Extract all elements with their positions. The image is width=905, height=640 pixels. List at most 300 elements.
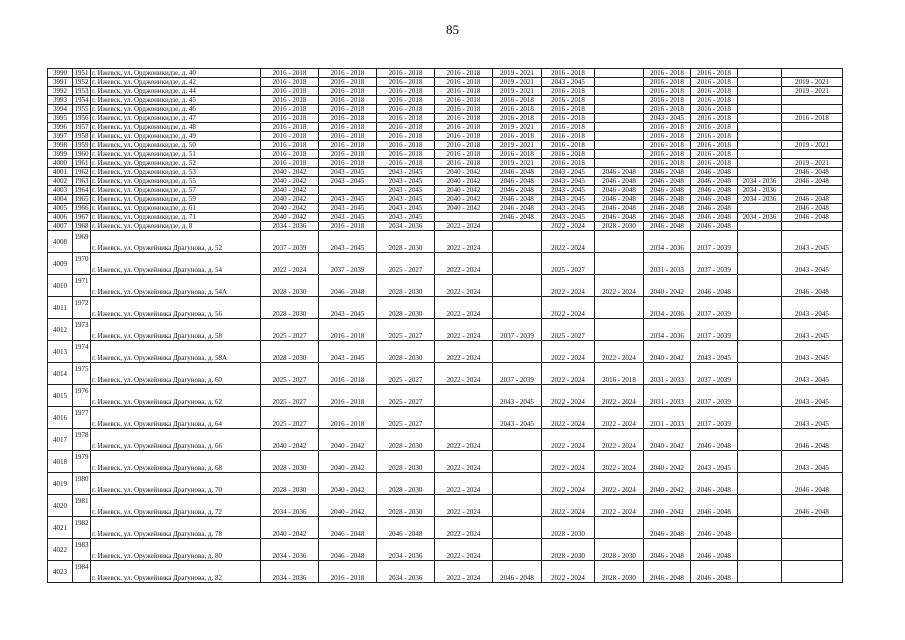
period-cell: 2016 - 2018 [435,150,493,159]
period-cell [782,517,843,539]
period-cell: 2043 - 2045 [319,341,377,363]
table-row [48,561,843,583]
period-cell: 2019 - 2021 [493,123,542,132]
period-cell: 2022 - 2024 [542,473,595,495]
address-cell: г. Ижевск, ул. Орджоникидзе, д. 48 [91,123,261,132]
period-cell [738,451,782,473]
period-cell [595,159,644,168]
row-index-cell: 1953 [74,87,89,95]
period-cell [595,105,644,114]
row-index-cell: 1960 [74,150,89,158]
period-cell: 2043 - 2045 [542,186,595,195]
address-cell: г. Ижевск, ул. Орджоникидзе, д. 40 [91,69,261,78]
period-cell: 2040 - 2042 [319,429,377,451]
period-cell: 2016 - 2018 [691,150,738,159]
address-cell: г. Ижевск, ул. Оружейника Драгунова, д. 54А [91,275,261,297]
period-cell: 2043 - 2045 [691,451,738,473]
row-index-cell: 1967 [74,213,89,221]
table-row [48,385,843,407]
period-cell: 2046 - 2048 [691,561,738,583]
period-cell: 2016 - 2018 [542,87,595,96]
period-cell: 2025 - 2027 [377,407,435,429]
period-cell: 2037 - 2039 [691,385,738,407]
period-cell [738,141,782,150]
row-index-cell: 1962 [74,168,89,176]
period-cell [782,69,843,78]
period-cell: 2043 - 2045 [782,341,843,363]
period-cell: 2046 - 2048 [595,213,644,222]
period-cell: 2031 - 2033 [644,253,691,275]
period-cell: 2016 - 2018 [435,87,493,96]
period-cell: 2040 - 2042 [261,195,319,204]
table-row [48,114,843,123]
period-cell: 2037 - 2039 [493,363,542,385]
period-cell: 2043 - 2045 [319,168,377,177]
row-index-cell: 1978 [73,429,91,451]
period-cell: 2037 - 2039 [691,297,738,319]
period-cell: 2040 - 2042 [261,213,319,222]
period-cell: 2022 - 2024 [435,539,493,561]
period-cell: 2040 - 2042 [435,186,493,195]
period-cell: 2019 - 2021 [493,78,542,87]
period-cell: 2016 - 2018 [377,78,435,87]
period-cell: 2040 - 2042 [644,495,691,517]
row-number-cell: 4022 [48,539,73,561]
row-number-cell: 4010 [48,275,73,297]
period-cell: 2028 - 2030 [377,297,435,319]
period-cell: 2046 - 2048 [782,429,843,451]
period-cell: 2022 - 2024 [435,517,493,539]
period-cell: 2031 - 2033 [644,407,691,429]
period-cell: 2016 - 2018 [319,363,377,385]
period-cell: 2025 - 2027 [261,385,319,407]
period-cell [595,78,644,87]
period-cell: 2022 - 2024 [435,231,493,253]
address-cell: г. Ижевск, ул. Орджоникидзе, д. 59 [91,195,261,204]
period-cell: 2016 - 2018 [261,150,319,159]
table-row [48,168,843,177]
row-number-cell: 4009 [48,253,73,275]
period-cell [493,253,542,275]
address-cell: г. Ижевск, ул. Орджоникидзе, д. 55 [91,177,261,186]
row-number-cell: 3995 [48,114,73,123]
period-cell [493,539,542,561]
period-cell [738,495,782,517]
period-cell [435,213,493,222]
period-cell: 2016 - 2018 [435,78,493,87]
period-cell: 2028 - 2030 [542,517,595,539]
table-row [48,275,843,297]
period-cell: 2043 - 2045 [782,363,843,385]
period-cell: 2043 - 2045 [782,319,843,341]
table-row [48,341,843,363]
row-number-cell: 4008 [48,231,73,253]
period-cell: 2028 - 2030 [261,451,319,473]
row-index-cell: 1983 [73,539,91,561]
table-row [48,195,843,204]
period-cell: 2016 - 2018 [644,105,691,114]
period-cell [595,297,644,319]
row-number-cell: 3994 [48,105,73,114]
period-cell: 2022 - 2024 [435,473,493,495]
period-cell: 2016 - 2018 [493,132,542,141]
row-number-cell: 4023 [48,561,73,583]
period-cell: 2046 - 2048 [691,539,738,561]
period-cell: 2016 - 2018 [691,123,738,132]
period-cell: 2043 - 2045 [542,78,595,87]
row-index-cell: 1959 [74,141,89,149]
period-cell [738,96,782,105]
period-cell [738,363,782,385]
period-cell: 2016 - 2018 [644,69,691,78]
row-index-cell: 1955 [74,105,89,113]
row-index-cell: 1982 [73,517,91,539]
period-cell: 2016 - 2018 [377,69,435,78]
period-cell: 2022 - 2024 [595,341,644,363]
period-cell: 2043 - 2045 [782,231,843,253]
table-row [48,253,843,275]
address-cell: г. Ижевск, ул. Орджоникидзе, д. 49 [91,132,261,141]
period-cell: 2016 - 2018 [319,123,377,132]
address-cell: г. Ижевск, ул. Оружейника Драгунова, д. 54 [91,253,261,275]
row-index-cell: 1971 [73,275,91,297]
row-number-cell: 4012 [48,319,73,341]
period-cell: 2016 - 2018 [261,105,319,114]
period-cell: 2016 - 2018 [691,132,738,141]
address-cell: г. Ижевск, ул. Оружейника Драгунова, д. 72 [91,495,261,517]
period-cell: 2046 - 2048 [782,195,843,204]
period-cell [493,517,542,539]
period-cell: 2028 - 2030 [377,495,435,517]
period-cell: 2046 - 2048 [782,168,843,177]
period-cell: 2040 - 2042 [435,195,493,204]
period-cell [738,222,782,231]
period-cell [738,561,782,583]
page-number: 85 [446,22,459,37]
period-cell: 2046 - 2048 [493,195,542,204]
period-cell: 2016 - 2018 [377,96,435,105]
period-cell: 2046 - 2048 [644,213,691,222]
period-cell: 2043 - 2045 [493,385,542,407]
period-cell: 2016 - 2018 [542,69,595,78]
period-cell: 2016 - 2018 [435,159,493,168]
row-number-cell: 4001 [48,168,73,177]
period-cell [738,253,782,275]
period-cell: 2028 - 2030 [542,539,595,561]
period-cell: 2016 - 2018 [493,150,542,159]
table-row [48,231,843,253]
period-cell: 2046 - 2048 [595,186,644,195]
period-cell: 2016 - 2018 [435,141,493,150]
row-number-cell: 4005 [48,204,73,213]
period-cell: 2016 - 2018 [542,123,595,132]
period-cell: 2043 - 2045 [319,231,377,253]
period-cell: 2016 - 2018 [542,159,595,168]
period-cell: 2034 - 2036 [644,231,691,253]
period-cell [493,222,542,231]
period-cell: 2046 - 2048 [595,168,644,177]
address-cell: г. Ижевск, ул. Орджоникидзе, д. 8 [91,222,261,231]
period-cell: 2022 - 2024 [435,451,493,473]
period-cell [738,385,782,407]
row-number-cell: 3997 [48,132,73,141]
period-cell [738,87,782,96]
period-cell: 2034 - 2036 [738,213,782,222]
table-row [48,517,843,539]
period-cell: 2040 - 2042 [644,473,691,495]
period-cell: 2016 - 2018 [319,407,377,429]
address-cell: г. Ижевск, ул. Орджоникидзе, д. 57 [91,186,261,195]
address-cell: г. Ижевск, ул. Оружейника Драгунова, д. 60 [91,363,261,385]
address-cell: г. Ижевск, ул. Оружейника Драгунова, д. 66 [91,429,261,451]
period-cell [738,473,782,495]
period-cell: 2046 - 2048 [691,177,738,186]
period-cell: 2040 - 2042 [644,341,691,363]
period-cell: 2016 - 2018 [261,141,319,150]
period-cell: 2016 - 2018 [644,96,691,105]
period-cell: 2028 - 2030 [595,539,644,561]
period-cell [595,87,644,96]
period-cell [595,319,644,341]
period-cell: 2046 - 2048 [319,539,377,561]
period-cell [738,150,782,159]
row-number-cell: 4016 [48,407,73,429]
row-index-cell: 1973 [73,319,91,341]
period-cell: 2019 - 2021 [493,159,542,168]
table-row [48,473,843,495]
period-cell: 2022 - 2024 [595,275,644,297]
period-cell: 2022 - 2024 [595,429,644,451]
row-number-cell: 3991 [48,78,73,87]
row-number-cell: 4014 [48,363,73,385]
period-cell: 2046 - 2048 [319,275,377,297]
period-cell: 2016 - 2018 [319,222,377,231]
period-cell: 2040 - 2042 [261,177,319,186]
period-cell: 2043 - 2045 [782,407,843,429]
address-cell: г. Ижевск, ул. Оружейника Драгунова, д. 52 [91,231,261,253]
table-row [48,159,843,168]
period-cell: 2037 - 2039 [691,407,738,429]
row-index-cell: 1970 [73,253,91,275]
period-cell: 2016 - 2018 [644,159,691,168]
period-cell: 2016 - 2018 [377,114,435,123]
period-cell: 2016 - 2018 [377,87,435,96]
period-cell: 2016 - 2018 [261,114,319,123]
period-cell: 2046 - 2048 [493,561,542,583]
row-index-cell: 1968 [74,222,89,230]
period-cell: 2046 - 2048 [691,168,738,177]
period-cell: 2016 - 2018 [319,78,377,87]
row-index-cell: 1952 [74,78,89,86]
period-cell: 2016 - 2018 [377,159,435,168]
period-cell [782,222,843,231]
address-cell: г. Ижевск, ул. Орджоникидзе, д. 46 [91,105,261,114]
period-cell: 2043 - 2045 [319,195,377,204]
period-cell: 2022 - 2024 [595,385,644,407]
period-cell: 2046 - 2048 [782,495,843,517]
table-row [48,69,843,78]
address-cell: г. Ижевск, ул. Орджоникидзе, д. 44 [91,87,261,96]
row-number-cell: 3990 [48,69,73,78]
period-cell [595,517,644,539]
period-cell: 2043 - 2045 [377,168,435,177]
row-index-cell: 1979 [73,451,91,473]
period-cell: 2016 - 2018 [319,319,377,341]
period-cell: 2016 - 2018 [435,114,493,123]
period-cell: 2037 - 2039 [261,231,319,253]
period-cell: 2040 - 2042 [644,451,691,473]
period-cell: 2016 - 2018 [691,105,738,114]
row-index-cell: 1972 [73,297,91,319]
period-cell [493,341,542,363]
period-cell: 2022 - 2024 [435,495,493,517]
period-cell: 2046 - 2048 [493,213,542,222]
period-cell [782,150,843,159]
period-cell [319,186,377,195]
period-cell: 2019 - 2021 [782,78,843,87]
period-cell: 2022 - 2024 [542,451,595,473]
period-cell: 2016 - 2018 [261,96,319,105]
period-cell [595,141,644,150]
period-cell: 2022 - 2024 [595,495,644,517]
row-number-cell: 3993 [48,96,73,105]
period-cell: 2016 - 2018 [377,132,435,141]
period-cell: 2046 - 2048 [691,473,738,495]
period-cell: 2022 - 2024 [542,561,595,583]
period-cell: 2016 - 2018 [691,159,738,168]
period-cell: 2031 - 2033 [644,385,691,407]
period-cell [782,96,843,105]
period-cell: 2016 - 2018 [435,123,493,132]
period-cell: 2046 - 2048 [644,177,691,186]
period-cell: 2016 - 2018 [319,132,377,141]
period-cell: 2043 - 2045 [377,186,435,195]
period-cell: 2022 - 2024 [542,341,595,363]
table-row [48,451,843,473]
period-cell [595,132,644,141]
period-cell: 2034 - 2036 [261,495,319,517]
period-cell [738,114,782,123]
row-index-cell: 1965 [74,195,89,203]
period-cell: 2046 - 2048 [595,204,644,213]
period-cell: 2034 - 2036 [377,561,435,583]
period-cell: 2022 - 2024 [542,495,595,517]
period-cell: 2022 - 2024 [542,429,595,451]
period-cell: 2046 - 2048 [782,213,843,222]
period-cell: 2034 - 2036 [644,297,691,319]
period-cell: 2028 - 2030 [261,297,319,319]
period-cell [595,96,644,105]
period-cell [493,297,542,319]
period-cell: 2016 - 2018 [435,105,493,114]
period-cell: 2043 - 2045 [319,297,377,319]
table-row [48,204,843,213]
period-cell: 2040 - 2042 [435,204,493,213]
table-row [48,213,843,222]
period-cell [738,517,782,539]
row-index-cell: 1977 [73,407,91,429]
period-cell [595,123,644,132]
period-cell: 2022 - 2024 [595,451,644,473]
period-cell [782,123,843,132]
address-cell: г. Ижевск, ул. Орджоникидзе, д. 45 [91,96,261,105]
period-cell: 2028 - 2030 [377,231,435,253]
period-cell: 2016 - 2018 [595,363,644,385]
period-cell: 2022 - 2024 [435,222,493,231]
period-cell: 2034 - 2036 [738,177,782,186]
period-cell: 2043 - 2045 [377,204,435,213]
period-cell [435,407,493,429]
period-cell: 2037 - 2039 [691,253,738,275]
period-cell: 2043 - 2045 [319,177,377,186]
period-cell: 2040 - 2042 [261,204,319,213]
row-number-cell: 4015 [48,385,73,407]
table-row [48,123,843,132]
period-cell: 2022 - 2024 [542,297,595,319]
period-cell: 2043 - 2045 [542,168,595,177]
period-cell: 2022 - 2024 [542,222,595,231]
period-cell [782,186,843,195]
period-cell: 2046 - 2048 [691,204,738,213]
period-cell: 2028 - 2030 [377,341,435,363]
period-cell: 2016 - 2018 [319,114,377,123]
period-cell: 2022 - 2024 [435,341,493,363]
table-row [48,297,843,319]
period-cell: 2040 - 2042 [319,451,377,473]
period-cell: 2022 - 2024 [261,253,319,275]
period-cell: 2046 - 2048 [644,222,691,231]
period-cell: 2028 - 2030 [261,341,319,363]
period-cell [738,159,782,168]
period-cell: 2046 - 2048 [644,539,691,561]
row-number-cell: 4006 [48,213,73,222]
row-number-cell: 4004 [48,195,73,204]
period-cell: 2016 - 2018 [493,96,542,105]
period-cell [595,231,644,253]
row-number-cell: 3996 [48,123,73,132]
period-cell [782,132,843,141]
period-cell: 2022 - 2024 [542,363,595,385]
period-cell: 2040 - 2042 [261,429,319,451]
row-number-cell: 4003 [48,186,73,195]
period-cell: 2046 - 2048 [782,204,843,213]
row-number-cell: 4002 [48,177,73,186]
row-index-cell: 1951 [74,69,89,77]
period-cell: 2046 - 2048 [691,517,738,539]
period-cell: 2046 - 2048 [493,204,542,213]
period-cell [493,495,542,517]
period-cell: 2040 - 2042 [435,168,493,177]
row-number-cell: 4021 [48,517,73,539]
address-cell: г. Ижевск, ул. Оружейника Драгунова, д. 56 [91,297,261,319]
address-cell: г. Ижевск, ул. Орджоникидзе, д. 50 [91,141,261,150]
period-cell: 2025 - 2027 [377,363,435,385]
period-cell: 2016 - 2018 [691,114,738,123]
period-cell: 2043 - 2045 [493,407,542,429]
period-cell: 2037 - 2039 [691,363,738,385]
period-cell [782,539,843,561]
period-cell: 2016 - 2018 [493,105,542,114]
address-cell: г. Ижевск, ул. Оружейника Драгунова, д. 58А [91,341,261,363]
table-row [48,132,843,141]
address-cell: г. Ижевск, ул. Оружейника Драгунова, д. 64 [91,407,261,429]
period-cell: 2040 - 2042 [319,473,377,495]
row-number-cell: 4013 [48,341,73,363]
row-index-cell: 1956 [74,114,89,122]
period-cell: 2022 - 2024 [435,363,493,385]
period-cell: 2016 - 2018 [782,114,843,123]
period-cell: 2016 - 2018 [644,123,691,132]
